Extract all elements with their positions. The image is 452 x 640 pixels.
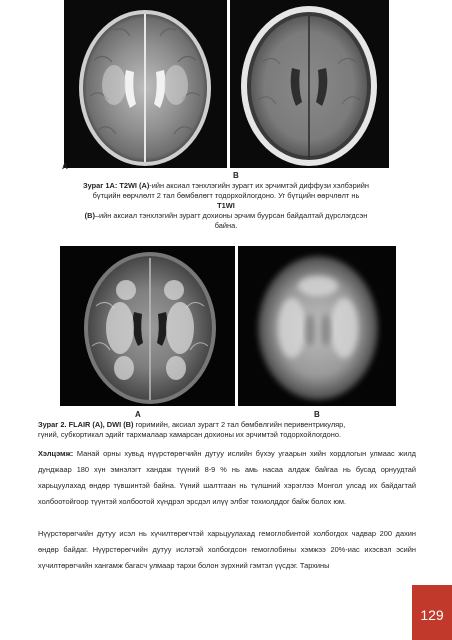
page-number-tab	[412, 585, 452, 640]
figure1-caption-line1: -ийн аксиал тэнхлэгийн зурагт их эрчимтэй диффузи хэлбэрийн	[149, 181, 370, 190]
discussion-paragraph	[38, 446, 416, 510]
body-paragraph-2: Нүүрстөрөгчийн дутуу исэл нь хүчилтөрөгчтэй харьцуулахад гемоглобинтой холбогдох чадвар 200 дахин өндөр байдаг. Нүүрстөрөгчийн дутуу ислэтэй холбогдсон гемоглобины хэмжээ 20%-иас ихэсвэл эсийн хүчилтөрөгчийн хангамж багасч улмаар тархи болон зүрхний гэмтэл үүсдэг. Тархины	[38, 529, 416, 570]
mri-flair-image	[60, 246, 235, 406]
figure1-caption	[40, 181, 412, 231]
figure2-label-b: B	[314, 410, 320, 419]
mri-t1wi-image	[230, 0, 389, 168]
mri-t2wi-image	[64, 0, 227, 168]
figure1-caption-line3: –ийн аксиал тэнхлэгийн зурагт дохионы эрчим буурсан байдалтай дүрслэгдсэн	[94, 211, 368, 220]
figure2-caption-line1: горимийн, аксиал зурагт 2 тал бөмбөлгийн перивентрикуляр,	[133, 420, 346, 429]
figure1-label-b: B	[233, 171, 239, 180]
figure1-caption-t1: T1WI	[217, 201, 235, 210]
figure1-caption-b: (B)	[84, 211, 95, 220]
figure1-caption-line2: бүтцийн өөрчлөлт 2 тал бөмбөлөгт тодорхойлогдоно. Уг бүтцийн өөрчлөлт нь	[92, 191, 360, 200]
figure2-caption-title: Зураг 2. FLAIR (A), DWI (B)	[38, 420, 134, 429]
mri-dwi-image	[238, 246, 396, 406]
discussion-text: Манай орны хувьд нүүрстөрөгчийн дутуу ислийн бүхэу угаарын хийн хордлогын улмаас жилд дунджаар 180 хүн эмнэлэгт хандаж түүний 8-9 % нь амь насаа алдаж байгаа нь бусад орнуудтай харьцуулахад өндөр түвшинтэй байна. Үүний шалтгаан нь түлшний хэрэглээ Монгол улсад их байдагтай холбоотойгоор түүнтэй холбоотой хүндрэл эрсдэл илүү элбэг тохиолддог байж болох юм.	[38, 449, 416, 506]
figure2-caption	[38, 420, 414, 440]
figure2-label-a: A	[135, 410, 141, 419]
figure1-caption-title: Зураг 1A: T2WI (A)	[82, 181, 150, 190]
figure2-caption-line2: гүний, субкортикал эдийг тархмалаар хамарсан дохионы их эрчимтэй тодорхойлогдоно.	[38, 430, 342, 439]
discussion-label: Хэлцэмж:	[38, 449, 74, 458]
figure1-caption-line4: байна.	[214, 221, 238, 230]
page-number: 129	[420, 607, 444, 623]
figure1-label-a: A	[62, 162, 68, 171]
